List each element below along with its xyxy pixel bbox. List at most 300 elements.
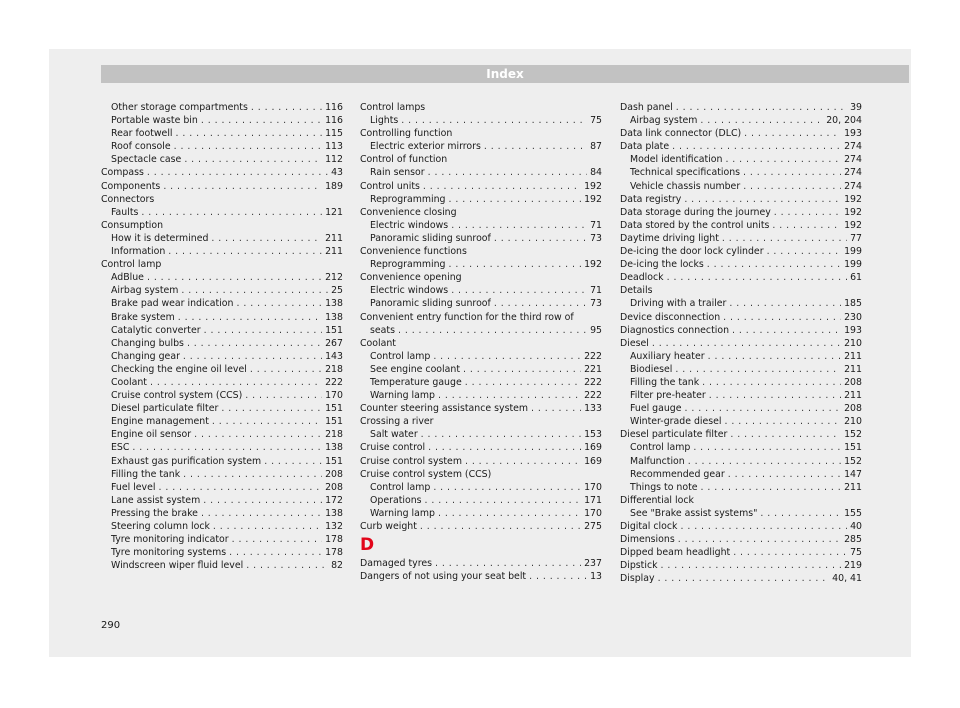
dot-leader <box>774 206 841 219</box>
dot-leader <box>245 389 322 402</box>
entry-term: Electric exterior mirrors <box>370 141 481 153</box>
index-entry <box>101 127 343 140</box>
entry-page: 210 <box>844 337 862 349</box>
dot-leader <box>150 376 322 389</box>
dot-leader <box>449 258 582 271</box>
index-entry <box>620 219 862 232</box>
index-entry <box>101 193 343 206</box>
index-entry <box>360 324 602 337</box>
index-entry <box>360 258 602 271</box>
entry-page: 219 <box>844 560 862 572</box>
index-entry <box>620 297 862 310</box>
entry-page: 138 <box>325 507 343 519</box>
entry-page: 20, 204 <box>826 115 862 127</box>
entry-page: 151 <box>325 324 343 336</box>
entry-term: Rear footwell <box>111 128 173 140</box>
entry-term: Cruise control system (CCS) <box>360 468 492 480</box>
entry-term: Steering column lock <box>111 521 210 532</box>
entry-page: 193 <box>844 128 862 140</box>
entry-term: Diesel particulate filter <box>620 429 728 441</box>
index-entry <box>101 559 343 572</box>
index-entry <box>101 206 343 219</box>
entry-term: AdBlue <box>111 272 144 284</box>
entry-page: 152 <box>844 429 862 441</box>
dot-leader <box>423 180 581 193</box>
index-entry <box>101 441 343 454</box>
entry-term: Windscreen wiper fluid level <box>111 560 244 572</box>
index-entry <box>101 180 343 193</box>
entry-term: Driving with a trailer <box>630 298 727 310</box>
dot-leader <box>236 297 322 310</box>
index-entry <box>101 337 343 350</box>
entry-page: 151 <box>325 416 343 428</box>
index-entry <box>360 297 602 310</box>
index-entry <box>360 245 602 258</box>
entry-page: 40, 41 <box>832 573 862 585</box>
section-letter: D <box>360 535 375 556</box>
entry-page: 116 <box>325 115 343 127</box>
entry-term: Operations <box>370 494 422 506</box>
entry-term: Crossing a river <box>360 416 434 428</box>
entry-term: Control lamp <box>630 442 691 454</box>
index-entry <box>360 140 602 153</box>
entry-page: 133 <box>584 403 602 415</box>
entry-term: Vehicle chassis number <box>630 180 741 192</box>
index-entry <box>620 271 862 284</box>
entry-page: 208 <box>844 403 862 415</box>
index-entry <box>620 337 862 350</box>
index-entry <box>360 337 602 350</box>
dot-leader <box>728 468 841 481</box>
index-entry <box>360 166 602 179</box>
entry-page: 87 <box>590 141 602 153</box>
entry-page: 275 <box>584 521 602 532</box>
dot-leader <box>702 376 841 389</box>
index-entry <box>620 101 862 114</box>
entry-term: Electric windows <box>370 219 449 231</box>
index-entry <box>360 180 602 193</box>
dot-leader <box>438 507 581 520</box>
dot-leader <box>484 140 587 153</box>
index-entry <box>620 350 862 363</box>
entry-page: 75 <box>590 115 602 127</box>
dot-leader <box>204 324 323 337</box>
entry-term: Model identification <box>630 154 723 166</box>
dot-leader <box>201 114 322 127</box>
entry-term: Malfunction <box>630 455 685 467</box>
index-entry <box>360 101 602 114</box>
dot-leader <box>194 428 322 441</box>
entry-term: Control of function <box>360 154 448 166</box>
index-entry <box>620 428 862 441</box>
dot-leader <box>688 455 841 468</box>
entry-page: 151 <box>844 442 862 454</box>
dot-leader <box>401 114 587 127</box>
entry-page: 285 <box>844 534 862 546</box>
index-entry <box>101 376 343 389</box>
dot-leader <box>723 311 841 324</box>
index-column-1 <box>101 101 343 572</box>
index-entry <box>360 219 602 232</box>
entry-term: Changing gear <box>111 350 180 362</box>
index-entry <box>620 559 862 572</box>
entry-page: 222 <box>584 390 602 402</box>
entry-term: Device disconnection <box>620 311 721 323</box>
entry-page: 189 <box>325 180 343 192</box>
entry-page: 222 <box>584 350 602 362</box>
dot-leader <box>428 441 581 454</box>
dot-leader <box>708 350 841 363</box>
dot-leader <box>531 402 581 415</box>
entry-page: 274 <box>844 180 862 192</box>
dot-leader <box>203 494 322 507</box>
entry-term: Diagnostics connection <box>620 324 730 336</box>
index-entry <box>360 570 602 583</box>
index-entry <box>620 258 862 271</box>
index-entry <box>360 153 602 166</box>
dot-leader <box>494 232 587 245</box>
index-entry <box>360 507 602 520</box>
entry-term: Airbag system <box>111 285 179 297</box>
index-entry <box>101 114 343 127</box>
dot-leader <box>465 455 581 468</box>
dot-leader <box>722 232 847 245</box>
index-entry <box>620 232 862 245</box>
index-entry <box>360 363 602 376</box>
entry-term: Dipped beam headlight <box>620 547 731 559</box>
entry-term: Airbag system <box>630 115 698 127</box>
entry-page: 222 <box>584 376 602 388</box>
dot-leader <box>725 415 842 428</box>
dot-leader <box>661 559 842 572</box>
entry-page: 170 <box>584 507 602 519</box>
entry-term: Cruise control <box>360 442 426 454</box>
entry-term: Recommended gear <box>630 468 725 480</box>
dot-leader <box>398 324 587 337</box>
entry-term: Daytime driving light <box>620 232 719 244</box>
dot-leader <box>451 219 587 232</box>
entry-term: Biodiesel <box>630 363 673 375</box>
entry-term: How it is determined <box>111 232 209 244</box>
dot-leader <box>725 153 841 166</box>
entry-term: See engine coolant <box>370 363 461 375</box>
entry-page: 82 <box>331 560 343 572</box>
index-entry <box>620 363 862 376</box>
index-entry <box>101 153 343 166</box>
index-entry <box>620 180 862 193</box>
entry-term: seats <box>370 324 395 336</box>
entry-term: Display <box>620 573 655 585</box>
dot-leader <box>163 180 322 193</box>
dot-leader <box>701 481 842 494</box>
index-entry <box>101 140 343 153</box>
entry-term: Dash panel <box>620 102 673 113</box>
entry-term: Things to note <box>630 481 698 493</box>
dot-leader <box>221 402 322 415</box>
index-column-2-entries-d <box>360 557 602 583</box>
entry-page: 192 <box>584 193 602 205</box>
index-entry <box>360 468 602 481</box>
entry-page: 71 <box>590 219 602 231</box>
entry-page: 40 <box>850 521 862 532</box>
entry-page: 274 <box>844 167 862 179</box>
entry-page: 208 <box>844 376 862 388</box>
index-entry <box>360 520 602 533</box>
entry-term: Catalytic converter <box>111 324 201 336</box>
entry-term: ESC <box>111 442 130 454</box>
entry-page: 178 <box>325 547 343 559</box>
index-entry <box>360 284 602 297</box>
dot-leader <box>744 127 841 140</box>
index-entry <box>101 284 343 297</box>
entry-page: 138 <box>325 311 343 323</box>
index-entry <box>620 324 862 337</box>
index-entry <box>620 193 862 206</box>
entry-page: 222 <box>325 376 343 388</box>
entry-page: 61 <box>850 272 862 284</box>
entry-page: 132 <box>325 521 343 532</box>
entry-page: 155 <box>844 507 862 519</box>
dot-leader <box>709 389 841 402</box>
entry-page: 151 <box>325 455 343 467</box>
entry-page: 147 <box>844 468 862 480</box>
index-entry <box>620 140 862 153</box>
entry-term: Compass <box>101 167 144 179</box>
index-entry <box>101 415 343 428</box>
index-entry <box>360 350 602 363</box>
index-entry <box>620 376 862 389</box>
entry-term: Coolant <box>360 337 396 349</box>
dot-leader <box>730 428 841 441</box>
index-page <box>49 49 911 657</box>
dot-leader <box>187 337 322 350</box>
index-entry <box>620 507 862 520</box>
index-entry <box>101 494 343 507</box>
index-entry <box>101 245 343 258</box>
entry-term: Convenient entry function for the third row of <box>360 311 574 323</box>
entry-page: 211 <box>325 232 343 244</box>
dot-leader <box>201 507 322 520</box>
index-entry <box>101 402 343 415</box>
index-entry <box>360 311 602 324</box>
index-entry <box>101 363 343 376</box>
dot-leader <box>183 350 322 363</box>
dot-leader <box>212 415 322 428</box>
entry-page: 77 <box>850 232 862 244</box>
entry-page: 178 <box>325 534 343 546</box>
entry-term: Roof console <box>111 141 171 153</box>
entry-page: 211 <box>844 363 862 375</box>
dot-leader <box>178 311 322 324</box>
index-entry <box>360 389 602 402</box>
entry-term: Data registry <box>620 193 682 205</box>
dot-leader <box>743 180 841 193</box>
dot-leader <box>184 153 322 166</box>
entry-term: Warning lamp <box>370 507 435 519</box>
index-entry <box>360 415 602 428</box>
entry-term: Winter-grade diesel <box>630 416 722 428</box>
index-entry <box>101 258 343 271</box>
index-column-2 <box>360 101 602 583</box>
dot-leader <box>676 101 847 114</box>
entry-term: Dipstick <box>620 560 658 572</box>
entry-page: 211 <box>844 350 862 362</box>
dot-leader <box>250 363 322 376</box>
index-entry <box>101 546 343 559</box>
index-entry <box>360 206 602 219</box>
entry-page: 192 <box>844 193 862 205</box>
entry-term: Engine oil sensor <box>111 429 192 441</box>
index-column-3 <box>620 101 862 585</box>
dot-leader <box>652 337 841 350</box>
entry-page: 169 <box>584 442 602 454</box>
entry-page: 218 <box>325 429 343 441</box>
index-entry <box>620 481 862 494</box>
index-entry <box>101 481 343 494</box>
dot-leader <box>420 520 581 533</box>
index-entry <box>101 507 343 520</box>
entry-term: Engine management <box>111 416 209 428</box>
index-entry <box>101 520 343 533</box>
entry-page: 199 <box>844 246 862 258</box>
index-entry <box>101 428 343 441</box>
index-entry <box>360 557 602 570</box>
entry-term: Temperature gauge <box>370 376 462 388</box>
entry-page: 151 <box>325 403 343 415</box>
entry-page: 170 <box>584 481 602 493</box>
entry-term: Deadlock <box>620 272 664 284</box>
dot-leader <box>680 520 847 533</box>
entry-term: Components <box>101 180 161 192</box>
entry-term: Tyre monitoring indicator <box>111 534 229 546</box>
index-entry <box>360 428 602 441</box>
dot-leader <box>229 546 322 559</box>
entry-page: 84 <box>590 167 602 179</box>
entry-page: 237 <box>584 558 602 570</box>
entry-term: Cruise control system <box>360 455 462 467</box>
entry-term: Faults <box>111 206 139 218</box>
entry-page: 274 <box>844 154 862 166</box>
entry-page: 193 <box>844 324 862 336</box>
index-entry <box>360 494 602 507</box>
dot-leader <box>684 193 841 206</box>
entry-term: Changing bulbs <box>111 337 184 349</box>
dot-leader <box>685 402 842 415</box>
entry-term: Filling the tank <box>111 468 181 480</box>
entry-term: Reprogramming <box>370 259 446 271</box>
entry-page: 71 <box>590 285 602 297</box>
entry-term: Controlling function <box>360 128 453 140</box>
index-entry <box>360 232 602 245</box>
entry-term: Rain sensor <box>370 167 425 179</box>
entry-page: 172 <box>325 494 343 506</box>
entry-term: Damaged tyres <box>360 558 433 570</box>
entry-page: 138 <box>325 442 343 454</box>
dot-leader <box>147 166 328 179</box>
dot-leader <box>449 193 582 206</box>
index-entry <box>620 206 862 219</box>
index-entry <box>620 468 862 481</box>
entry-term: Data link connector (DLC) <box>620 128 742 140</box>
entry-page: 75 <box>850 547 862 559</box>
index-entry <box>360 193 602 206</box>
index-entry <box>101 533 343 546</box>
entry-page: 210 <box>844 416 862 428</box>
dot-leader <box>451 284 587 297</box>
entry-term: Control lamp <box>101 259 162 271</box>
dot-leader <box>264 455 322 468</box>
entry-term: Control lamp <box>370 481 431 493</box>
index-entry <box>620 520 862 533</box>
entry-page: 121 <box>325 206 343 218</box>
index-entry <box>620 389 862 402</box>
entry-term: Warning lamp <box>370 390 435 402</box>
entry-page: 25 <box>331 285 343 297</box>
entry-term: Filter pre-heater <box>630 390 706 402</box>
entry-page: 267 <box>325 337 343 349</box>
entry-page: 211 <box>844 481 862 493</box>
entry-term: Pressing the brake <box>111 507 198 519</box>
dot-leader <box>246 559 328 572</box>
dot-leader <box>176 127 323 140</box>
entry-term: Convenience closing <box>360 206 457 218</box>
dot-leader <box>181 284 328 297</box>
dot-leader <box>147 271 322 284</box>
entry-term: Panoramic sliding sunroof <box>370 232 491 244</box>
entry-term: Data plate <box>620 141 670 153</box>
entry-page: 73 <box>590 298 602 310</box>
entry-page: 211 <box>844 390 862 402</box>
entry-page: 169 <box>584 455 602 467</box>
index-entry <box>620 533 862 546</box>
entry-term: Details <box>620 285 653 297</box>
index-entry <box>101 297 343 310</box>
entry-page: 199 <box>844 259 862 271</box>
index-entry <box>101 311 343 324</box>
dot-leader <box>772 219 841 232</box>
dot-leader <box>141 206 322 219</box>
entry-term: Panoramic sliding sunroof <box>370 298 491 310</box>
entry-page: 138 <box>325 298 343 310</box>
entry-page: 208 <box>325 481 343 493</box>
entry-term: Data stored by the control units <box>620 219 770 231</box>
entry-term: De-icing the locks <box>620 259 704 271</box>
entry-page: 153 <box>584 429 602 441</box>
entry-page: 39 <box>850 102 862 113</box>
dot-leader <box>678 533 841 546</box>
index-entry <box>101 166 343 179</box>
page-header: Index <box>101 65 909 83</box>
entry-page: 73 <box>590 232 602 244</box>
dot-leader <box>213 520 322 533</box>
dot-leader <box>421 428 581 441</box>
index-entry <box>101 389 343 402</box>
dot-leader <box>174 140 322 153</box>
entry-page: 230 <box>844 311 862 323</box>
entry-term: Electric windows <box>370 285 449 297</box>
entry-page: 192 <box>584 259 602 271</box>
entry-term: Consumption <box>101 219 164 231</box>
index-entry <box>101 219 343 232</box>
dot-leader <box>183 468 322 481</box>
index-entry <box>620 546 862 559</box>
index-entry <box>620 284 862 297</box>
entry-term: Tyre monitoring systems <box>111 547 227 559</box>
entry-term: Brake system <box>111 311 175 323</box>
entry-term: Information <box>111 246 166 258</box>
index-entry <box>360 402 602 415</box>
entry-term: Differential lock <box>620 494 694 506</box>
